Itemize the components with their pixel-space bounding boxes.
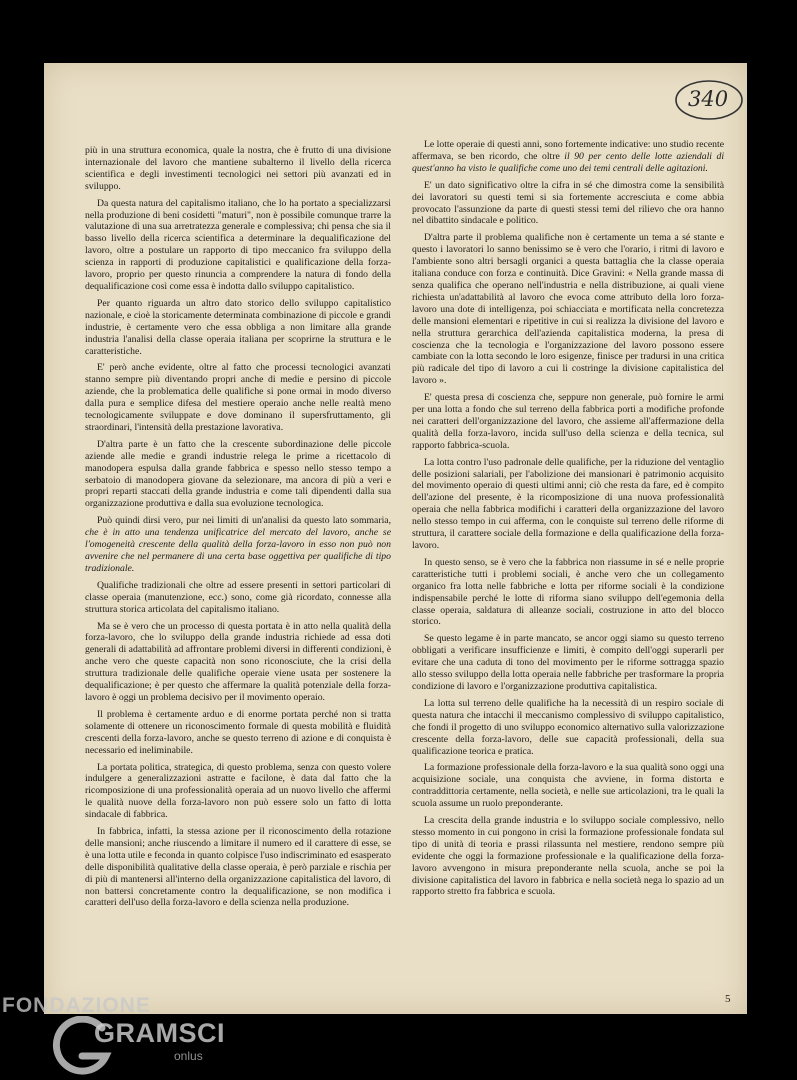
paragraph-text: Le lotte operaie di questi anni, sono fortemente indicative: uno studio recente affermava, se ben ricordo, che oltre: [412, 139, 724, 162]
paragraph: Qualifiche tradizionali che oltre ad essere presenti in settori particolari di classe operaia (manutenzione, ecc.) sono, come già ricordato, connesse alla struttura storica articolata del capitalismo italiano.: [85, 579, 391, 615]
fondazione-gramsci-watermark: [2, 994, 225, 1080]
page-number: 5: [725, 993, 731, 1005]
right-text-column: [412, 139, 724, 903]
paragraph: La portata politica, strategica, di questo problema, senza con questo volere indulgere a generalizzazioni astratte e facilone, è data dal fatto che la ricomposizione di una professionalità operaia ad un nuovo livello che affermi le qualità nuove della forza-lavoro non può essere solo un fatto di lotta sindacale di fabbrica.: [85, 761, 391, 821]
paragraph: E' un dato significativo oltre la cifra in sé che dimostra come la sensibilità dei lavoratori su questi temi si sia fortemente accresciuta e come abbia provocato l'assunzione da parte di questi stessi temi del rilievo che ora hanno nel dibattito sindacale e politico.: [412, 179, 724, 227]
paragraph: In fabbrica, infatti, la stessa azione per il riconoscimento della rotazione delle mansioni; anche riuscendo a limitare il numero ed il carattere di esse, se è una lotta utile e feconda in quanto colpisce l'uso indiscriminato ed esasperato delle disponibilità qualitative della classe operaia, è però parziale e rischia per di più di mantenersi all'interno della organizzazione capitalistica del lavoro, di non battersi concretamente contro la dequalificazione, se non modifica i caratteri dell'uso della forza-lavoro e della scienza nella produzione.: [85, 826, 391, 909]
watermark-gramsci: GRAMSCI: [94, 1018, 225, 1048]
watermark-onlus: onlus: [174, 1049, 203, 1063]
paragraph: La lotta sul terreno delle qualifiche ha la necessità di un respiro sociale di questa natura che intacchi il meccanismo complessivo di sviluppo capitalistico, che fondi il progetto di uno sviluppo economico alternativo sulla valorizzazione crescente della forza-lavoro, delle sue capacità professionali, della sua qualificazione teorica e pratica.: [412, 697, 724, 757]
italic-emphasis: che è in atto una tendenza unificatrice del mercato del lavoro, anche se l'omogeneità crescente della qualità della forza-lavoro in esso non può non avvenire che nel permanere di una certa base oggettiva per qualifiche di tipo tradizionale.: [85, 527, 391, 574]
paragraph: E' però anche evidente, oltre al fatto che processi tecnologici avanzati stanno sempre più diventando propri anche di medie e persino di piccole aziende, che la problematica delle qualifiche si pone ormai in modo diverso dalla pura e semplice difesa del mestiere operaio anche nelle realtà meno tecnologicamente sviluppate e dove dominano il supersfruttamento, gli straordinari, l'intensità della prestazione lavorativa.: [85, 362, 391, 433]
paragraph: La formazione professionale della forza-lavoro e la sua qualità sono oggi una acquisizione sociale, una conquista che avviene, in forma distorta e contraddittoria certamente, nella società, e nelle sue articolazioni, tra le quali la scuola assume un ruolo preponderante.: [412, 762, 724, 810]
paragraph: Da questa natura del capitalismo italiano, che lo ha portato a specializzarsi nella produzione di beni cosidetti "maturi", non è possibile comunque trarre la valutazione di una sua arretratezza generale e complessiva; chi pensa che sia il basso livello della ricerca scientifica a determinare la dequalificazione del lavoro, oltre a postulare un rapporto di tipo meccanico fra sviluppo della scienza in rapporti di produzione capitalistici e qualificazione della forza-lavoro, proprio per questo rinuncia a comprendere la natura di fondo della dequalificazione così come essa è indotta dallo sviluppo capitalistico.: [85, 197, 391, 292]
paragraph: Il problema è certamente arduo e di enorme portata perché non si tratta solamente di ottenere un riconoscimento formale di questa mobilità e fluidità crescenti della forza-lavoro, anche se questo terreno di azione e di conquista è necessario ed ineliminabile.: [85, 708, 391, 756]
paragraph: [85, 515, 391, 575]
paragraph: D'altra parte è un fatto che la crescente subordinazione delle piccole aziende alle medie e grandi industrie relega le prime a ricettacolo di manodopera espulsa dalla grande fabbrica e spesso nello stesso tempo a serbatoio di manodopera giovane da selezionare, ma ancora di più a veri e propri reparti staccati della grande industria e come tali dipendenti dalla sua organizzazione produttiva e dalla sua evoluzione tecnologica.: [85, 438, 391, 510]
paragraph: Ma se è vero che un processo di questa portata è in atto nella qualità della forza-lavoro, che lo sviluppo della grande industria richiede ad essa doti generali di adattabilità ad affrontare problemi diversi in differenti condizioni, è anche vero che queste capacità non sono riconosciute, che la crisi della struttura tradizionale delle qualifiche operaie viene usata per sostenere la dequalificazione; è per questo che affermare la qualità potenziale della forza-lavoro è oggi un problema decisivo per il movimento operaio.: [85, 620, 391, 703]
handwritten-page-number: [672, 77, 746, 123]
scanned-page: [44, 63, 747, 1014]
paragraph: Se questo legame è in parte mancato, se ancor oggi siamo su questo terreno obbligati a verificare insufficienze e limiti, è compito dell'oggi superarli per evitare che una caduta di tono del movimento per le riforme sottragga spazio allo stesso sviluppo della lotta operaia nelle fabbriche per trasformare la propria condizione di lavoro e l'organizzazione produttiva capitalistica.: [412, 633, 724, 692]
paragraph: più in una struttura economica, quale la nostra, che è frutto di una divisione internazionale del lavoro che mantiene subalterno il livello della ricerca scientifica e degli investimenti tecnologici nei settori più avanzati ed in sviluppo.: [85, 145, 391, 192]
paragraph: [412, 139, 724, 175]
paragraph: E' questa presa di coscienza che, seppure non generale, può fornire le armi per una lotta a fondo che sul terreno della fabbrica porti a modifiche profonde nei caratteri dell'organizzazione del lavoro, che assieme all'affermazione della qualità della forza-lavoro, incida sull'uso della scienza e della tecnica, sul rapporto fabbrica-scuola.: [412, 392, 724, 451]
left-text-column: [85, 145, 391, 914]
paragraph: La lotta contro l'uso padronale delle qualifiche, per la riduzione del ventaglio delle posizioni salariali, per l'abolizione dei mansionari è patrimonio acquisito del movimento operaio di questi ultimi anni; ciò che resta da fare, ed è compito dell'azione del presente, è la ricomposizione di una nuova professionalità operaia che nella fabbrica modifichi i caratteri della organizzazione del lavoro nello stesso tempo in cui afferma, con le conquiste sul terreno delle riforme di struttura, il carattere sociale della formazione e della qualificazione della forza-lavoro.: [412, 456, 724, 551]
paragraph-text: Può quindi dirsi vero, pur nei limiti di un'analisi da questo lato sommaria,: [97, 515, 391, 527]
handwritten-number-text: 340: [688, 87, 729, 111]
paragraph: In questo senso, se è vero che la fabbrica non riassume in sé e nelle proprie caratteristiche tutti i problemi sociali, è anche vero che un collegamento organico fra lotta nelle fabbriche e lotta per riforme sociali è la condizione indispensabile perché le lotte di riforma siano sviluppo dell'egemonia della classe operaia, saldatura di alleanze sociali, costruzione in atto del blocco storico.: [412, 556, 724, 628]
paragraph: La crescita della grande industria e lo sviluppo sociale complessivo, nello stesso momento in cui pongono in crisi la formazione professionale fondata sul tipo di unità di teoria e prassi rilassunta nel mestiere, rendono sempre più evidente che oggi la formazione professionale e la qualificazione della forza-lavoro avvengono in misura preponderante nella scuola, anche se poi la divisione capitalistica del lavoro in fabbrica e nella società nega lo spazio ad un rapporto stretto fra fabbrica e scuola.: [412, 815, 724, 898]
italic-emphasis: il 90 per cento delle lotte aziendali di quest'anno ha visto le qualifiche come uno dei temi centrali delle agitazioni.: [412, 150, 725, 174]
paragraph: D'altra parte il problema qualifiche non è certamente un tema a sé stante e questo i lavoratori lo sanno benissimo se è vero che l'orario, i ritmi di lavoro e l'ambiente sono altri bersagli organici a questa battaglia che la classe operaia italiana conduce con forza e continuità. Dice Gravini: « Nella grande massa di senza qualifica che operano nell'industria e nella distribuzione, ai quali viene richiesta un'adattabilità al lavoro che evoca come attributo della loro forza-lavoro una dote di intelligenza, poi schiacciata e mortificata nella concretezza delle mansioni elementari e ripetitive in cui si realizza la divisione del lavoro e nella struttura gerarchica dell'azienda capitalistica moderna, la presa di coscienza che la tecnologia e l'organizzazione del lavoro possono essere cambiate con la lotta secondo le loro esigenze, finisce per tradursi in una critica più radicale del tipo di lavoro a cui li costringe la divisione capitalistica del lavoro ».: [412, 232, 724, 387]
watermark-fondazione: FONDAZIONE: [2, 994, 151, 1017]
paragraph: Per quanto riguarda un altro dato storico dello sviluppo capitalistico nazionale, e cioè la storicamente determinata combinazione di piccole e grandi industrie, è certamente vero che essa obbliga a non limitare alla grande industria l'analisi della classe operaia italiana per scoprirne la struttura e le caratteristiche.: [85, 297, 391, 357]
